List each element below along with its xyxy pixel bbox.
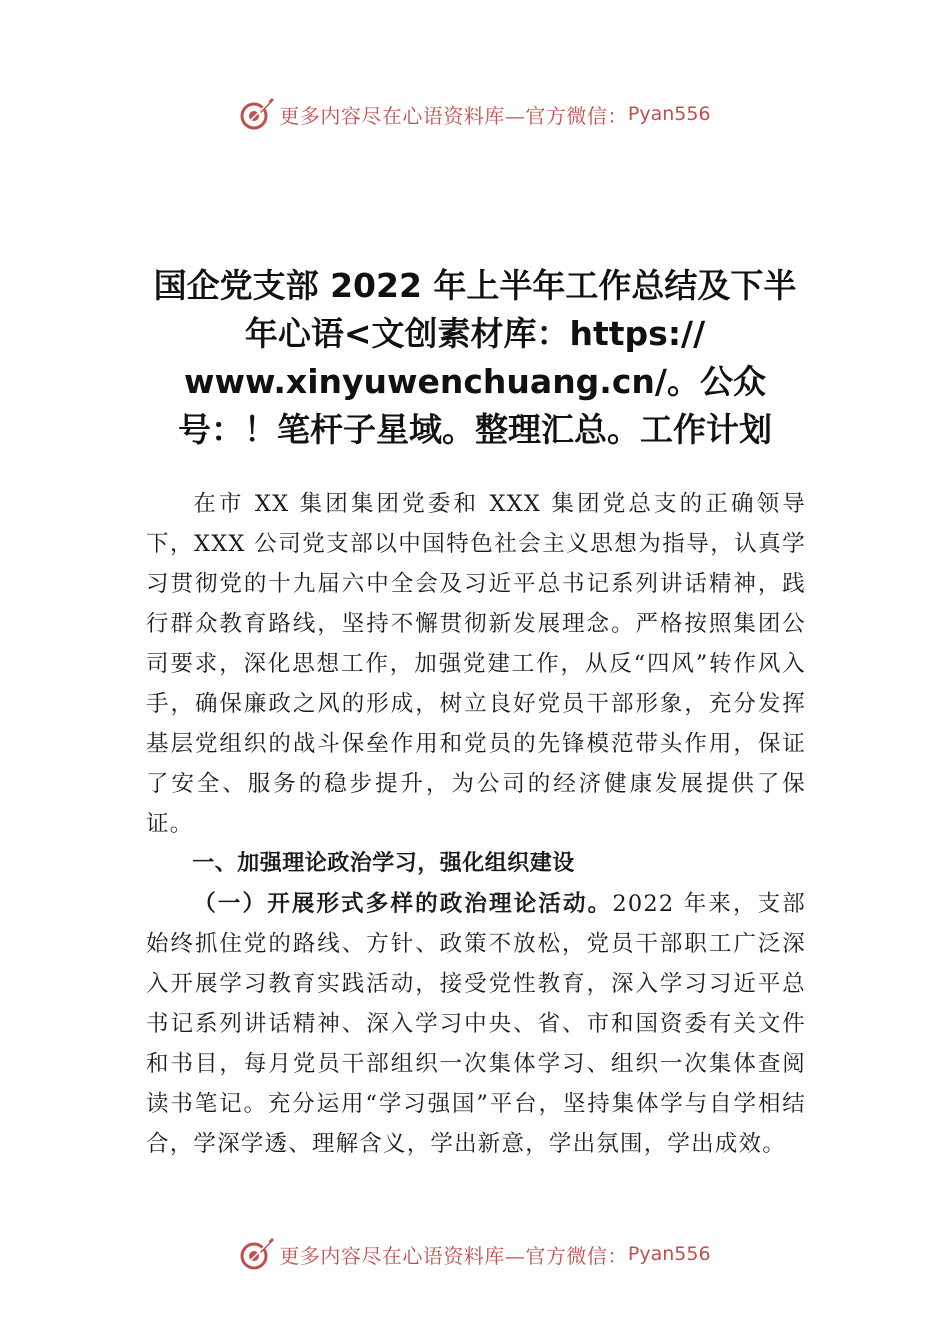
title-line-1: 国企党支部 2022 年上半年工作总结及下半 (153, 266, 797, 305)
title-line-2: 年心语<文创素材库：https:// (244, 314, 706, 353)
subsection-paragraph-1 (146, 884, 806, 1164)
subsection-text-1: 2022 年来，支部始终抓住党的路线、方针、政策不放松，党员干部职工广泛深入开展学习教育实践活动，接受党性教育，深入学习习近平总书记系列讲话精神、深入学习中央、省、市和国资委有关文件和书目，每月党员干部组织一次集体学习、组织一次集体查阅读书笔记。充分运用“学习强国”平台，坚持集体学与自学相结合，学深学透、理解含义，学出新意，学出氛围，学出成效。 (146, 891, 806, 1157)
document-body (146, 484, 806, 1164)
footer-banner (0, 1234, 950, 1274)
document-title (120, 262, 830, 454)
section-heading-1: 一、加强理论政治学习，强化组织建设 (192, 851, 575, 876)
title-line-3: www.xinyuwenchuang.cn/。公众 (184, 362, 766, 401)
footer-banner-text: 更多内容尽在心语资料库—官方微信： (279, 1243, 628, 1268)
intro-paragraph: 在市 XX 集团集团党委和 XXX 集团党总支的正确领导下，XXX 公司党支部以中国特色社会主义思想为指导，认真学习贯彻党的十九届六中全会及习近平总书记系列讲话精神，践行群众教育路线，坚持不懈贯彻新发展理念。严格按照集团公司要求，深化思想工作，加强党建工作，从反“四风”转作风入手，确保廉政之风的形成，树立良好党员干部形象，充分发挥基层党组织的战斗保垒作用和党员的先锋模范带头作用，保证了安全、服务的稳步提升，为公司的经济健康发展提供了保证。 (146, 491, 806, 837)
pen-logo-icon (239, 96, 275, 132)
title-line-4: 号：！笔杆子星域。整理汇总。工作计划 (178, 410, 772, 449)
subsection-heading-1: （一）开展形式多样的政治理论活动。 (193, 891, 613, 917)
header-banner (0, 94, 950, 134)
banner-wechat-id: Pyan556 (627, 103, 711, 125)
banner-text: 更多内容尽在心语资料库—官方微信： (279, 103, 628, 128)
pen-logo-icon (239, 1236, 275, 1272)
footer-banner-wechat-id: Pyan556 (627, 1243, 711, 1265)
